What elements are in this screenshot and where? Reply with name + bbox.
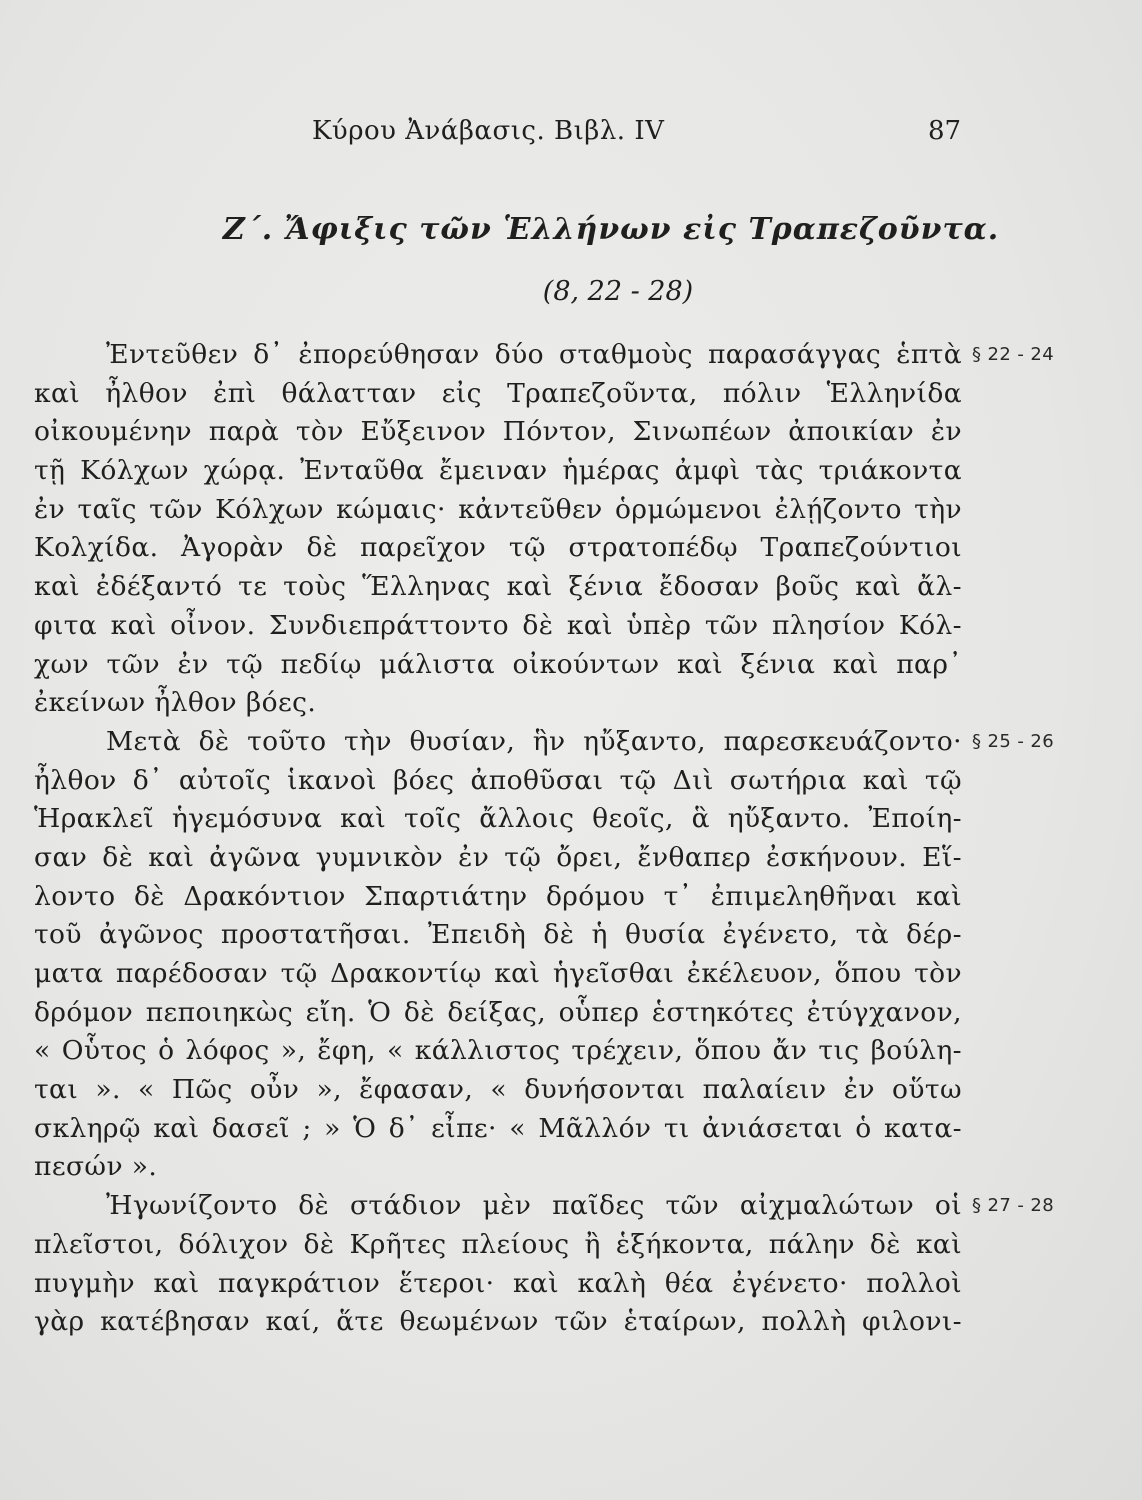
text-line: σαν δὲ καὶ ἀγῶνα γυμνικὸν ἐν τῷ ὄρει, ἔνθαπερ ἐσκήνουν. Εἵ- bbox=[34, 841, 962, 873]
text-line: οἰκουμένην παρὰ τὸν Εὔξεινον Πόντον, Σινωπέων ἀποικίαν ἐν bbox=[34, 416, 962, 448]
body-text bbox=[34, 336, 1055, 1342]
text-line: φιτα καὶ οἶνον. Συνδιεπράττοντο δὲ καὶ ὑπὲρ τῶν πλησίον Κόλ- bbox=[34, 609, 962, 641]
text-line: πλεῖστοι, δόλιχον δὲ Κρῆτες πλείους ἢ ἑξήκοντα, πάλην δὲ καὶ bbox=[34, 1228, 962, 1260]
margin-note: § 27 - 28 bbox=[972, 1195, 1055, 1217]
text-line bbox=[34, 1187, 1055, 1226]
text-line: πεσών ». bbox=[34, 1151, 158, 1183]
margin-note: § 25 - 26 bbox=[972, 730, 1055, 752]
text-line: ματα παρέδοσαν τῷ Δρακοντίῳ καὶ ἡγεῖσθαι ἐκέλευον, ὅπου τὸν bbox=[34, 958, 962, 989]
text-line-content: Ἠγωνίζοντο δὲ στάδιον μὲν παῖδες τῶν αἰχμαλώτων οἱ bbox=[106, 1190, 962, 1222]
text-line: ἦλθον δ᾽ αὐτοῖς ἱκανοὶ βόες ἀποθῦσαι τῷ Διὶ σωτήρια καὶ τῷ bbox=[34, 764, 962, 796]
text-line: πυγμὴν καὶ παγκράτιον ἕτεροι· καὶ καλὴ θέα ἐγένετο· πολλοὶ bbox=[34, 1267, 962, 1299]
text-line bbox=[34, 723, 1055, 762]
text-line: γὰρ κατέβησαν καί, ἅτε θεωμένων τῶν ἑταίρων, πολλὴ φιλονι- bbox=[34, 1306, 962, 1338]
text-line: τῇ Κόλχων χώρᾳ. Ἐνταῦθα ἔμειναν ἡμέρας ἀμφὶ τὰς τριάκοντα bbox=[34, 455, 962, 487]
text-line: δρόμον πεποιηκὼς εἴη. Ὁ δὲ δείξας, οὗπερ ἑστηκότες ἐτύγχανον, bbox=[34, 996, 962, 1028]
text-line: καὶ ἦλθον ἐπὶ θάλατταν εἰς Τραπεζοῦντα, πόλιν Ἑλληνίδα bbox=[34, 377, 962, 409]
text-line: Κολχίδα. Ἀγορὰν δὲ παρεῖχον τῷ στρατοπέδῳ Τραπεζούντιοι bbox=[34, 532, 962, 564]
text-line: « Οὗτος ὁ λόφος », ἔφη, « κάλλιστος τρέχειν, ὅπου ἄν τις βούλη- bbox=[34, 1035, 962, 1067]
text-line: ται ». « Πῶς οὖν », ἔφασαν, « δυνήσονται παλαίειν ἐν οὕτω bbox=[34, 1074, 962, 1106]
chapter-title: Ζ΄. Ἄφιξις τῶν Ἑλλήνων εἰς Τραπεζοῦντα. bbox=[222, 212, 1000, 247]
text-line: Ἡρακλεῖ ἡγεμόσυνα καὶ τοῖς ἄλλοις θεοῖς, ἃ ηὔξαντο. Ἐποίη- bbox=[34, 803, 962, 835]
text-line-content: Μετὰ δὲ τοῦτο τὴν θυσίαν, ἣν ηὔξαντο, παρεσκευάζοντο· bbox=[106, 725, 962, 757]
text-line: τοῦ ἀγῶνος προστατῆσαι. Ἐπειδὴ δὲ ἡ θυσία ἐγένετο, τὰ δέρ- bbox=[34, 919, 962, 951]
text-line bbox=[34, 336, 1055, 375]
running-header bbox=[0, 116, 1142, 156]
chapter-range: (8, 22 - 28) bbox=[542, 276, 694, 307]
text-line: καὶ ἐδέξαντό τε τοὺς Ἕλληνας καὶ ξένια ἔδοσαν βοῦς καὶ ἄλ- bbox=[34, 571, 962, 603]
text-line-content: Ἐντεῦθεν δ᾽ ἐπορεύθησαν δύο σταθμοὺς παρασάγγας ἑπτὰ bbox=[106, 339, 962, 370]
text-line: ἐκείνων ἦλθον βόες. bbox=[34, 687, 317, 719]
running-title: Κύρου Ἀνάβασις. Βιβλ. IV bbox=[312, 116, 665, 146]
page-number: 87 bbox=[928, 116, 962, 146]
text-line: σκληρῷ καὶ δασεῖ ; » Ὁ δ᾽ εἶπε· « Μᾶλλόν τι ἀνιάσεται ὁ κατα- bbox=[34, 1112, 962, 1144]
text-line: λοντο δὲ Δρακόντιον Σπαρτιάτην δρόμου τ᾽ ἐπιμεληθῆναι καὶ bbox=[34, 880, 962, 912]
margin-note: § 22 - 24 bbox=[972, 344, 1055, 365]
text-line: χων τῶν ἐν τῷ πεδίῳ μάλιστα οἰκούντων καὶ ξένια καὶ παρ᾽ bbox=[34, 648, 962, 680]
text-line: ἐν ταῖς τῶν Κόλχων κώμαις· κἀντεῦθεν ὁρμώμενοι ἐλῄζοντο τὴν bbox=[34, 493, 962, 525]
